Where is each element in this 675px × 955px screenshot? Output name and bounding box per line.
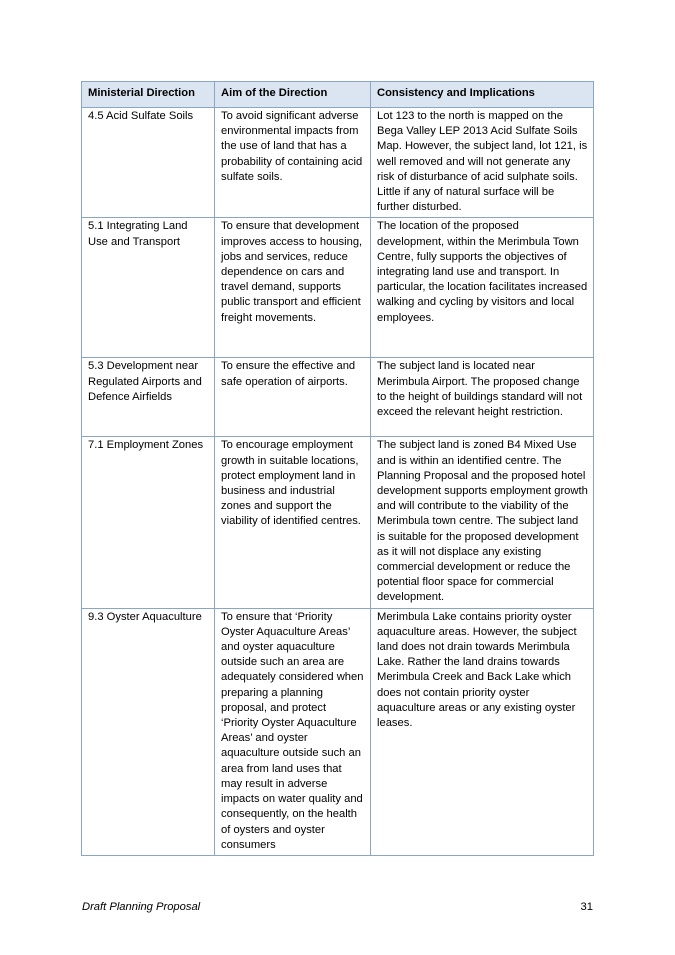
header-ministerial-direction: Ministerial Direction (82, 82, 215, 108)
cell-aim: To ensure that ‘Priority Oyster Aquaculture Areas’ and oyster aquaculture outside such an area are adequately considered when preparing a planning proposal, and protect ‘Priority Oyster Aquaculture Areas’ and oyster aquaculture outside such an area from land uses that may result in adverse impacts on water quality and consequently, on the health of oysters and oyster consumers (215, 608, 371, 855)
table-row (82, 608, 594, 855)
cell-consistency: The location of the proposed development, within the Merimbula Town Centre, fully supports the objectives of integrating land use and transport. In particular, the location facilitates increased walking and cycling by visitors and local employees. (371, 218, 594, 358)
cell-direction: 7.1 Employment Zones (82, 437, 215, 608)
table-row (82, 218, 594, 358)
table-header-row (82, 82, 594, 108)
ministerial-directions-table-wrapper (81, 81, 593, 856)
cell-aim: To encourage employment growth in suitable locations, protect employment land in business and industrial zones and support the viability of identified centres. (215, 437, 371, 608)
cell-aim: To ensure the effective and safe operation of airports. (215, 358, 371, 437)
cell-consistency: Lot 123 to the north is mapped on the Bega Valley LEP 2013 Acid Sulfate Soils Map. However, the subject land, lot 121, is well removed and will not generate any risk of disturbance of acid sulphate soils. Little if any of natural surface will be further disturbed. (371, 108, 594, 218)
table-row (82, 437, 594, 608)
table-row (82, 108, 594, 218)
ministerial-directions-table (81, 81, 594, 856)
cell-direction: 9.3 Oyster Aquaculture (82, 608, 215, 855)
cell-aim: To avoid significant adverse environmental impacts from the use of land that has a probability of containing acid sulfate soils. (215, 108, 371, 218)
table-row (82, 358, 594, 437)
header-aim-of-direction: Aim of the Direction (215, 82, 371, 108)
cell-aim: To ensure that development improves access to housing, jobs and services, reduce dependence on cars and travel demand, supports public transport and efficient freight movements. (215, 218, 371, 358)
cell-direction: 4.5 Acid Sulfate Soils (82, 108, 215, 218)
cell-direction: 5.1 Integrating Land Use and Transport (82, 218, 215, 358)
footer-page-number: 31 (580, 901, 593, 913)
cell-consistency: Merimbula Lake contains priority oyster aquaculture areas. However, the subject land does not drain towards Merimbula Lake. Rather the land drains towards Merimbula Creek and Back Lake which does not contain priority oyster aquaculture areas or any existing oyster leases. (371, 608, 594, 855)
cell-consistency: The subject land is zoned B4 Mixed Use and is within an identified centre. The Planning Proposal and the proposed hotel development supports employment growth and will contribute to the viability of the Merimbula town centre. The subject land is suitable for the proposed development as it will not displace any existing commercial development or reduce the potential floor space for commercial development. (371, 437, 594, 608)
header-consistency-implications: Consistency and Implications (371, 82, 594, 108)
footer-document-title: Draft Planning Proposal (82, 901, 201, 913)
cell-consistency: The subject land is located near Merimbula Airport. The proposed change to the height of buildings standard will not exceed the relevant height restriction. (371, 358, 594, 437)
cell-direction: 5.3 Development near Regulated Airports and Defence Airfields (82, 358, 215, 437)
